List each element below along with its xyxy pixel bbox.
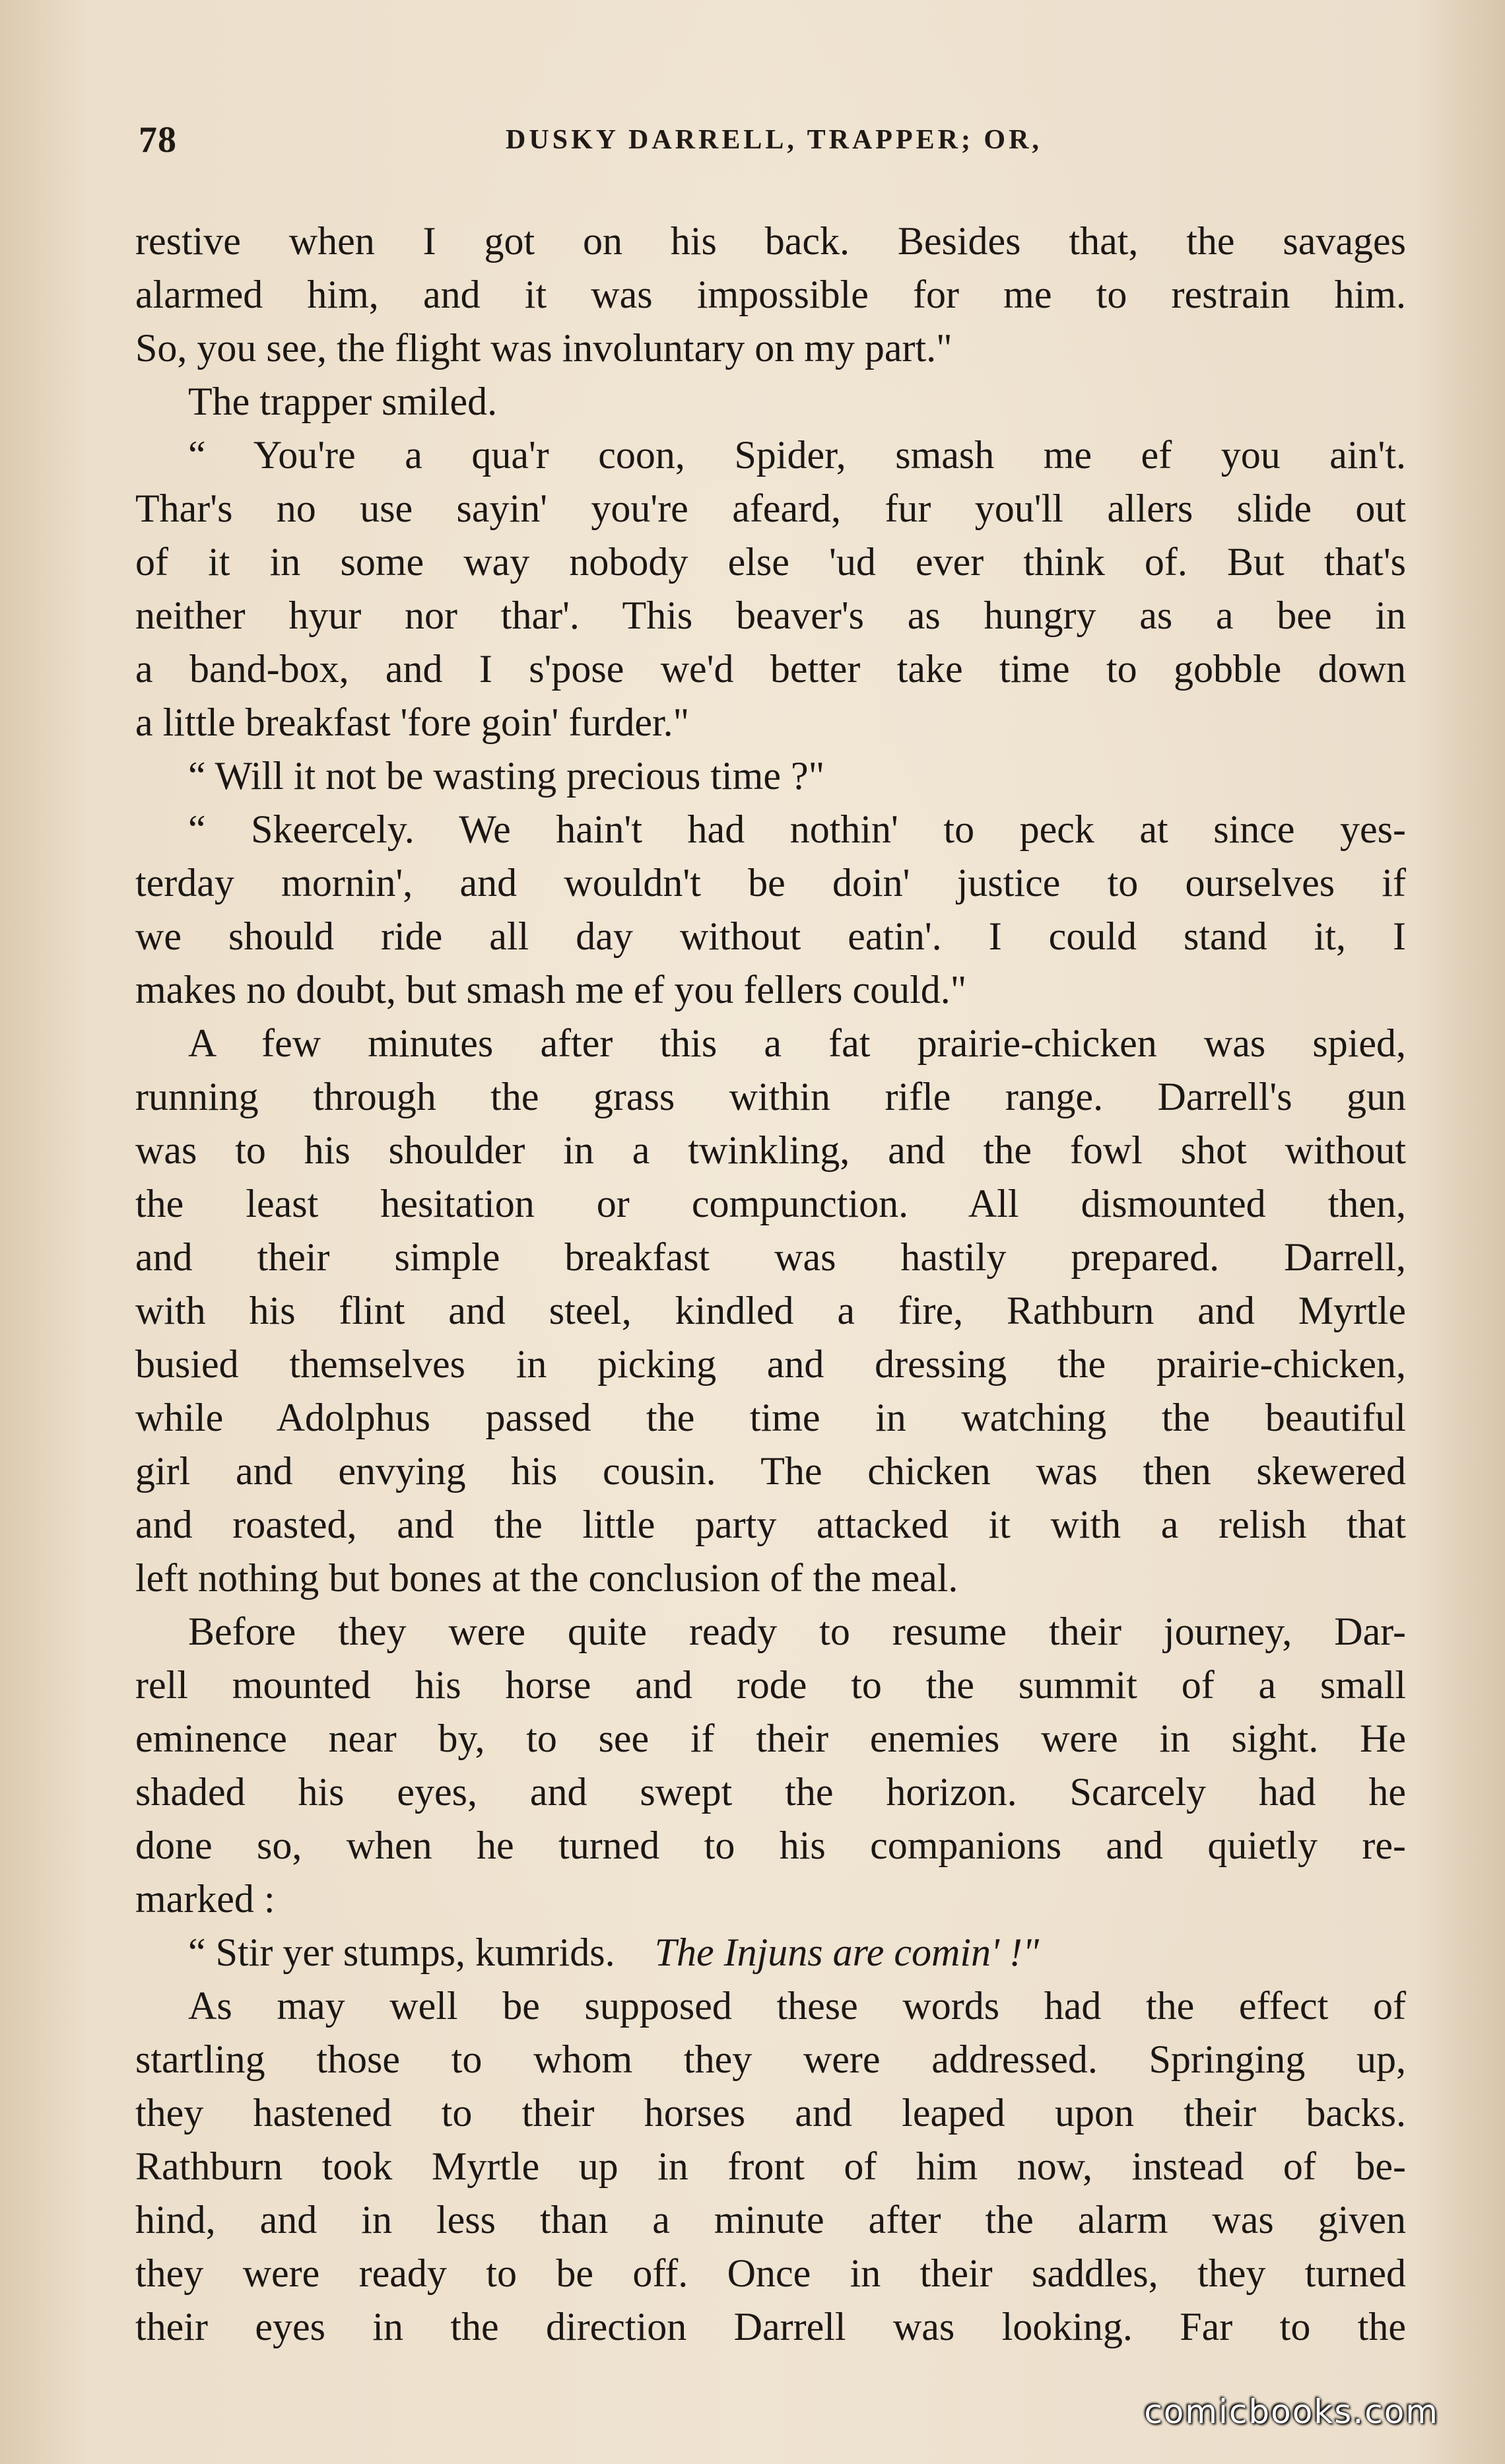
text-line [135,1926,1406,1979]
text-line: restive when I got on his back. Besides that, the savages [135,219,1406,263]
text-line: neither hyur nor thar'. This beaver's as hungry as a bee in [135,594,1406,637]
text-line: eminence near by, to see if their enemies were in sight. He [135,1717,1406,1760]
text-line: shaded his eyes, and swept the horizon. Scarcely had he [135,1770,1406,1814]
text-line: Thar's no use sayin' you're afeard, fur you'll allers slide out [135,487,1406,530]
italic-dialogue-text: The Injuns are comin' !" [654,1931,1040,1974]
text-line: startling those to whom they were addressed. Springing up, [135,2037,1406,2081]
text-line: while Adolphus passed the time in watching the beautiful [135,1396,1406,1439]
text-line: was to his shoulder in a twinkling, and the fowl shot without [135,1128,1406,1172]
text-line: So, you see, the flight was involuntary on my part." [135,326,953,370]
text-line: “ Will it not be wasting precious time ?" [188,754,825,798]
text-line: their eyes in the direction Darrell was looking. Far to the [135,2305,1406,2348]
text-line: left nothing but bones at the conclusion of the meal. [135,1556,958,1600]
text-line: girl and envying his cousin. The chicken was then skewered [135,1449,1406,1493]
dialogue-text: “ Stir yer stumps, kumrids. [188,1931,615,1974]
text-line: and roasted, and the little party attacked it with a relish that [135,1503,1406,1546]
page-header [139,119,1409,172]
text-line: they hastened to their horses and leaped upon their backs. [135,2091,1406,2135]
text-line: with his flint and steel, kindled a fire, Rathburn and Myrtle [135,1289,1406,1332]
text-line: hind, and in less than a minute after the alarm was given [135,2198,1406,2242]
text-line: Before they were quite ready to resume their journey, Dar- [188,1610,1406,1653]
body-text [135,215,1406,2354]
text-line: busied themselves in picking and dressing the prairie-chicken, [135,1342,1406,1386]
text-line: and their simple breakfast was hastily prepared. Darrell, [135,1235,1406,1279]
watermark: comicbooks.com [1144,2393,1439,2431]
text-line: alarmed him, and it was impossible for me to restrain him. [135,273,1406,316]
text-line: Rathburn took Myrtle up in front of him now, instead of be- [135,2144,1406,2188]
text-line: running through the grass within rifle range. Darrell's gun [135,1075,1406,1118]
text-line: As may well be supposed these words had the effect of [188,1984,1406,2028]
text-line: rell mounted his horse and rode to the summit of a small [135,1663,1406,1707]
text-line: “ Skeercely. We hain't had nothin' to peck at since yes- [188,807,1406,851]
text-line: A few minutes after this a fat prairie-chicken was spied, [188,1021,1406,1065]
page-number: 78 [139,120,177,160]
text-line: makes no doubt, but smash me ef you fellers could." [135,968,967,1011]
text-line: terday mornin', and wouldn't be doin' justice to ourselves if [135,861,1406,905]
text-line: “ You're a qua'r coon, Spider, smash me ef you ain't. [188,433,1406,477]
text-line: The trapper smiled. [188,380,498,423]
text-line: of it in some way nobody else 'ud ever think of. But that's [135,540,1406,584]
text-line: the least hesitation or compunction. All dismounted then, [135,1182,1406,1225]
text-line: a little breakfast 'fore goin' furder." [135,701,690,744]
text-line: marked : [135,1877,275,1921]
text-line: we should ride all day without eatin'. I could stand it, I [135,914,1406,958]
text-line: a band-box, and I s'pose we'd better take time to gobble down [135,647,1406,691]
running-head: DUSKY DARRELL, TRAPPER; OR, [506,125,1042,155]
text-line: done so, when he turned to his companions and quietly re- [135,1824,1406,1867]
text-line: they were ready to be off. Once in their saddles, they turned [135,2251,1406,2295]
